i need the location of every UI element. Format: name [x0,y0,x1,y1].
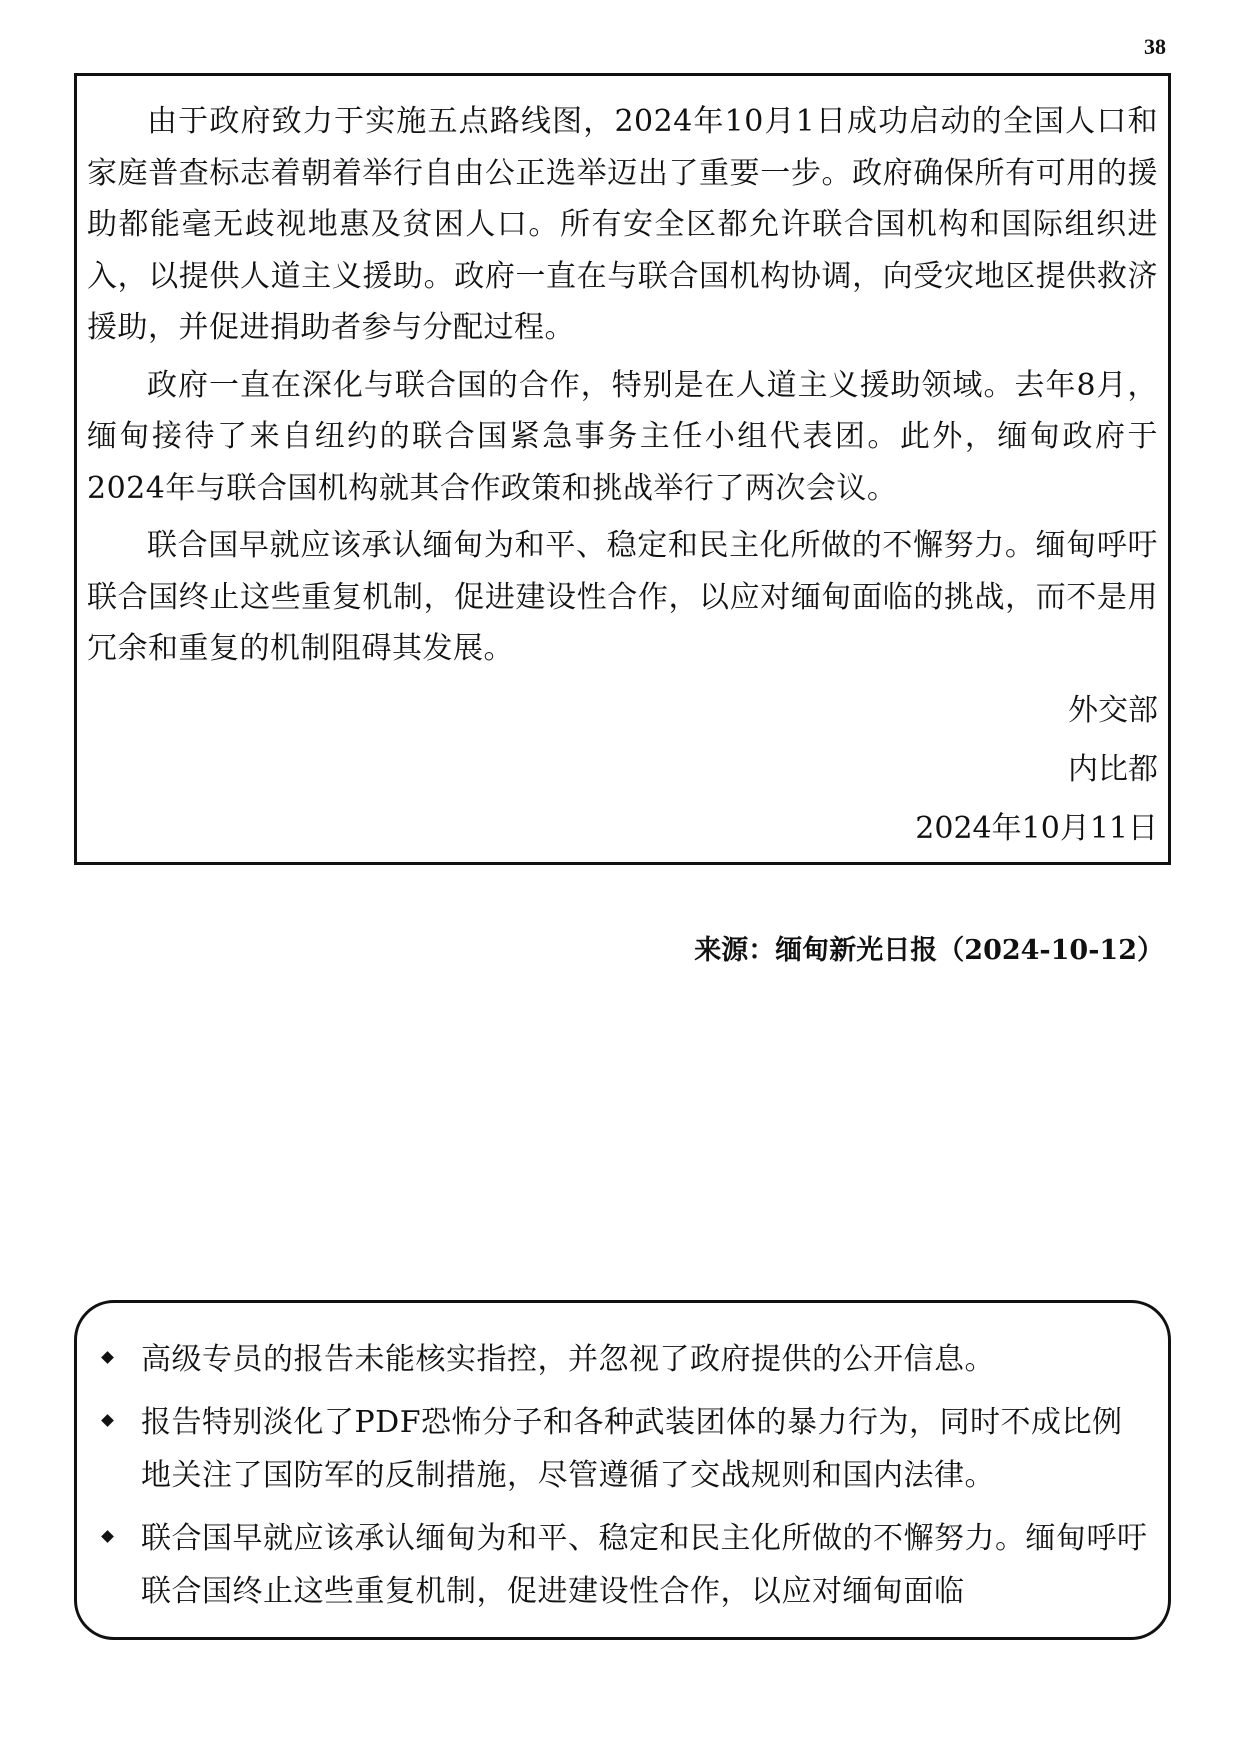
statement-paragraph: 由于政府致力于实施五点路线图，2024年10月1日成功启动的全国人口和家庭普查标志着朝着举行自由公正选举迈出了重要一步。政府确保所有可用的援助都能毫无歧视地惠及贫困人口。所有安全区都允许联合国机构和国际组织进入，以提供人道主义援助。政府一直在与联合国机构协调，向受灾地区提供救济援助，并促进捐助者参与分配过程。 [87,104,1158,345]
page-number: 38 [1144,34,1166,59]
signature-date: 2024年10月11日 [915,810,1158,846]
diamond-bullet-icon [101,1414,114,1427]
statement-paragraph: 联合国早就应该承认缅甸为和平、稳定和民主化所做的不懈努力。缅甸呼吁联合国终止这些重复机制，促进建设性合作，以应对缅甸面临的挑战，而不是用冗余和重复的机制阻碍其发展。 [87,528,1158,666]
signature-ministry: 外交部 [1068,692,1158,728]
summary-item-text: 高级专员的报告未能核实指控，并忽视了政府提供的公开信息。 [141,1342,995,1377]
statement-paragraph: 政府一直在深化与联合国的合作，特别是在人道主义援助领域。去年8月，缅甸接待了来自纽约的联合国紧急事务主任小组代表团。此外，缅甸政府于2024年与联合国机构就其合作政策和挑战举行了两次会议。 [87,367,1158,506]
statement-box [74,73,1171,865]
signature-block [87,681,1158,858]
summary-item-text: 联合国早就应该承认缅甸为和平、稳定和民主化所做的不懈努力。缅甸呼吁联合国终止这些重复机制，促进建设性合作，以应对缅甸面临 [141,1521,1148,1609]
summary-item [97,1396,1148,1502]
source-citation: 来源：缅甸新光日报（2024-10-12） [694,935,1164,966]
summary-list [97,1333,1148,1618]
summary-box [74,1300,1171,1640]
diamond-bullet-icon [101,1351,114,1364]
summary-item [97,1512,1148,1618]
signature-city: 内比都 [1068,751,1158,787]
summary-item [97,1333,1148,1386]
diamond-bullet-icon [101,1530,114,1543]
summary-item-text: 报告特别淡化了PDF恐怖分子和各种武装团体的暴力行为，同时不成比例地关注了国防军的反制措施，尽管遵循了交战规则和国内法律。 [141,1405,1123,1493]
